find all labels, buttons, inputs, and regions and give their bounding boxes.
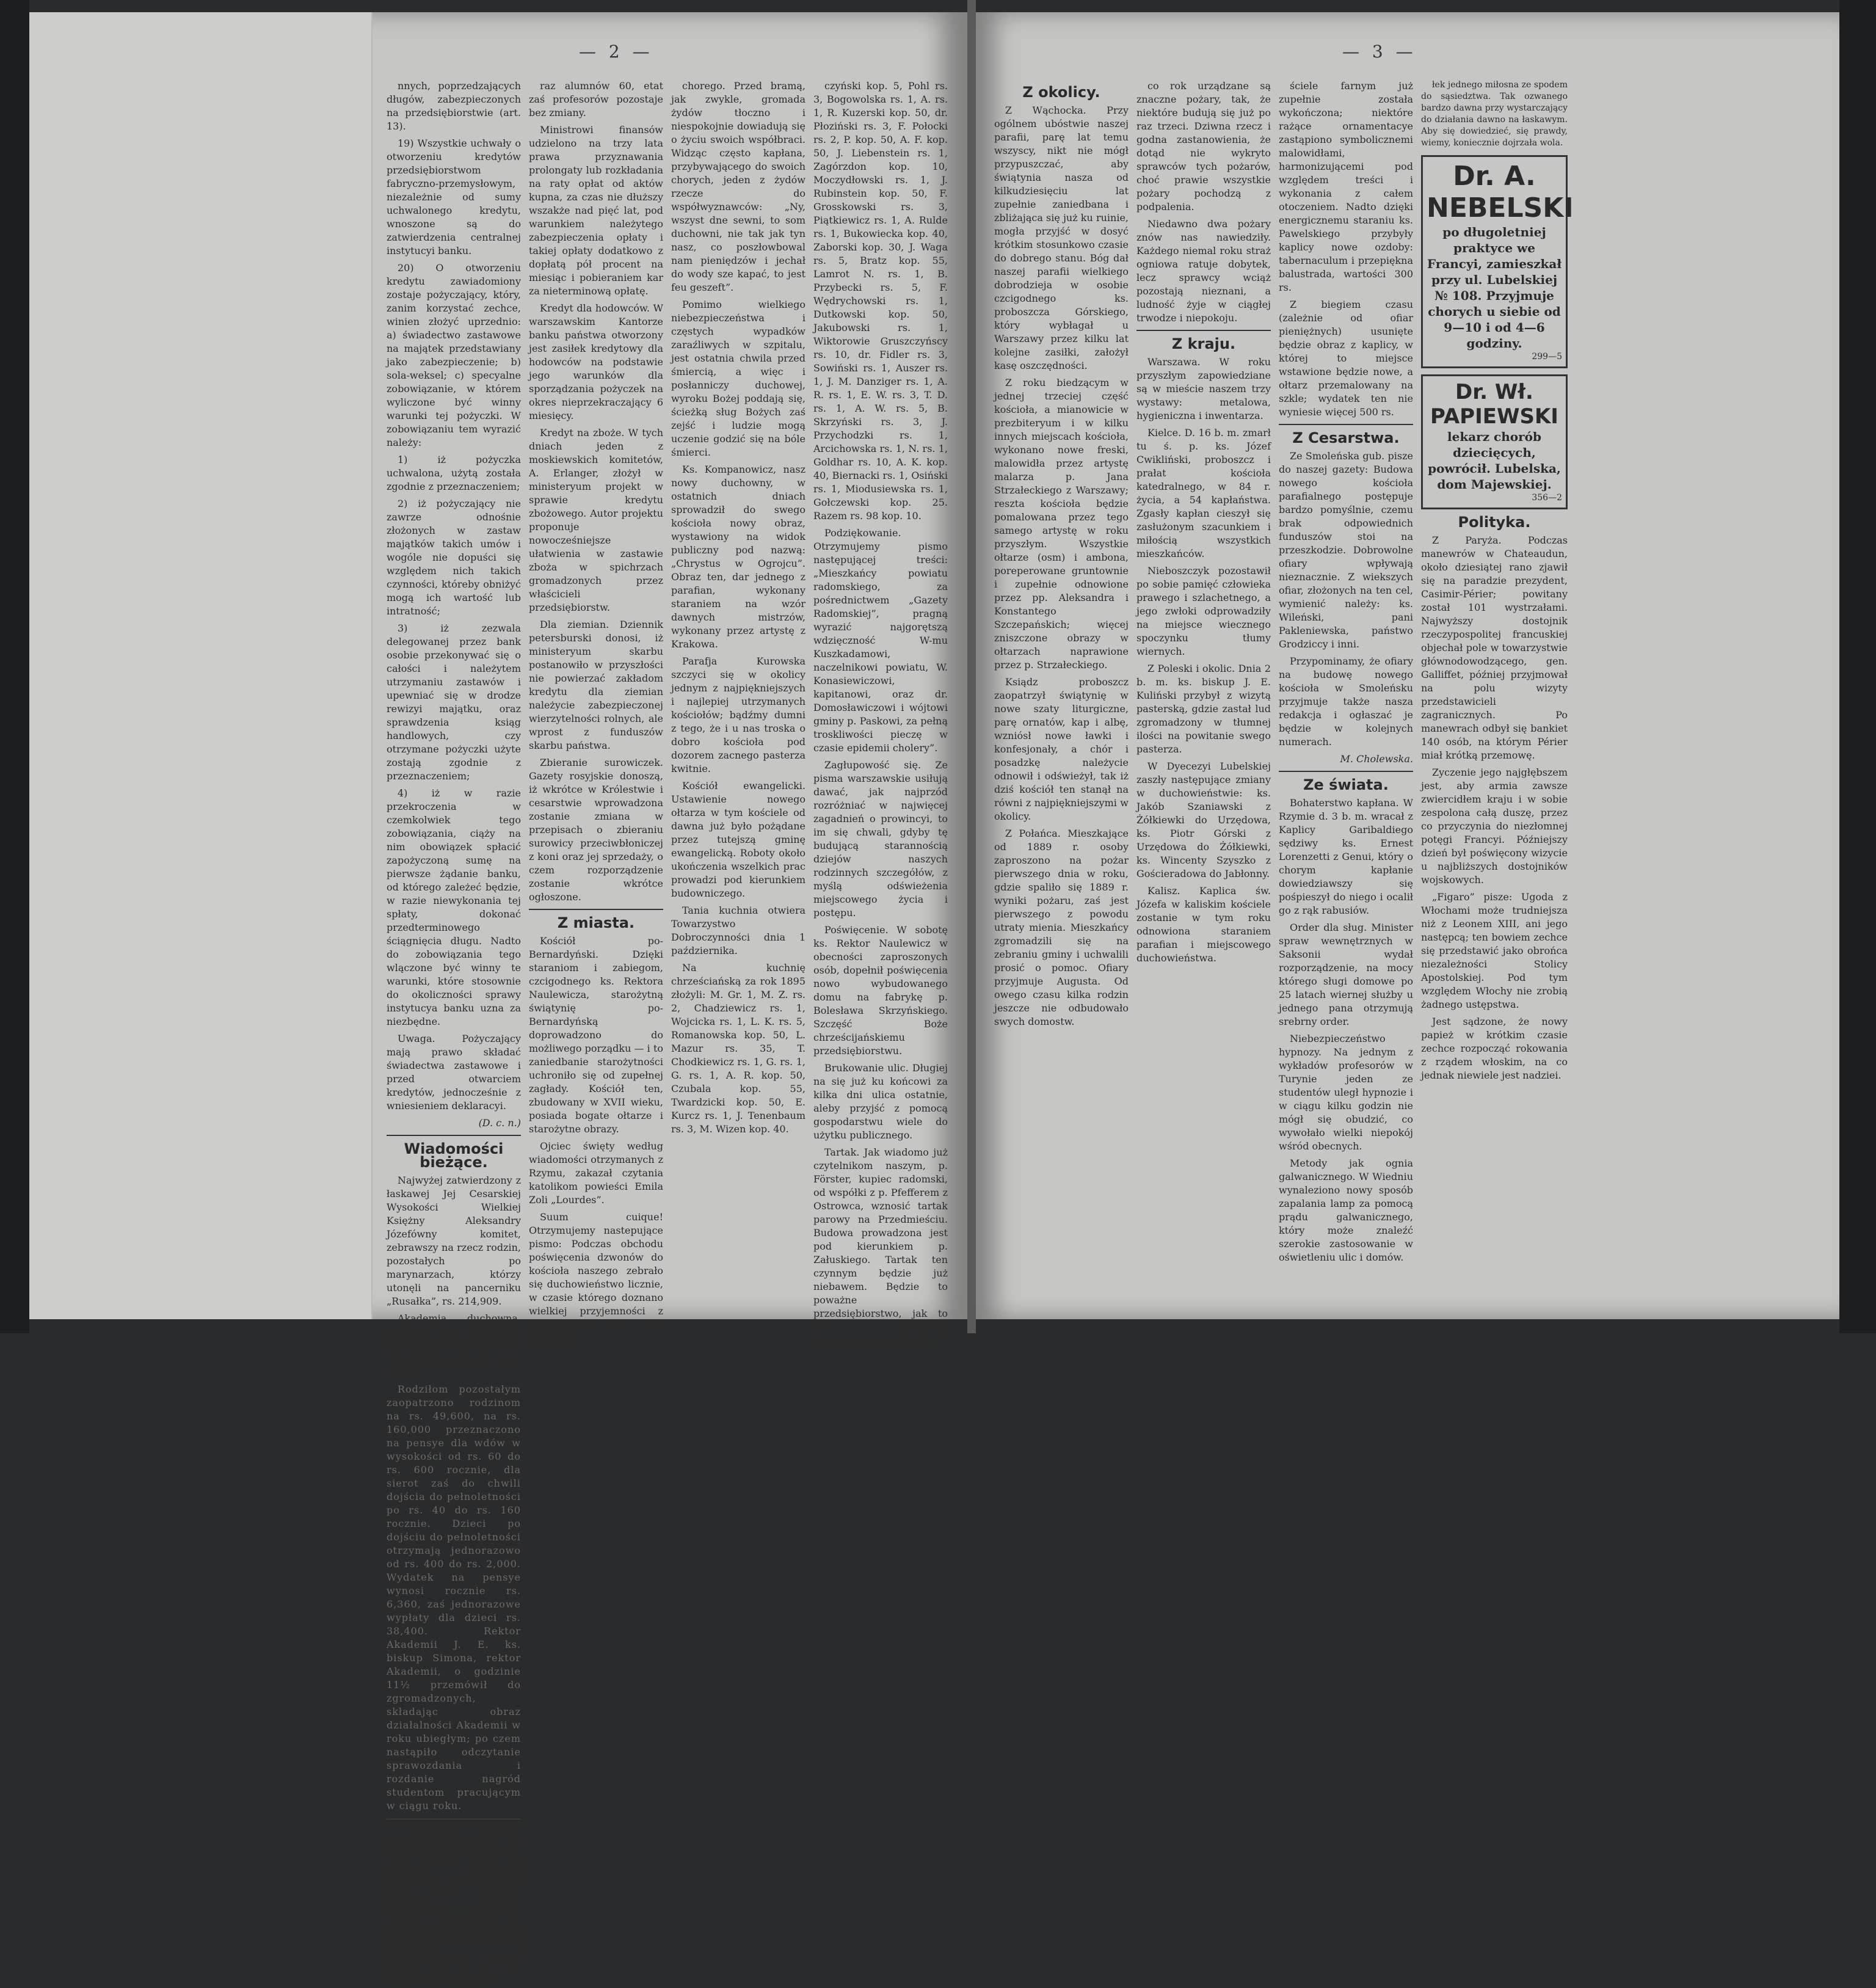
- paragraph: Kościół ewangelicki. Ustawienie nowego ołtarza w tym kościele od dawna już było pożądane przez tutejszą gminę ewangelicką. Roboty około ukończenia wszelkich prac prowadzi pod kierunkiem budowniczego.: [671, 780, 805, 899]
- advertisement-code: 299—5: [1532, 352, 1562, 362]
- paragraph: Brukowanie ulic. Długiej na się już ku końcowi za kilka dni ulica ostatnie, aleby przyjść z pomocą gospodarstwu wiele do użytku publicznego.: [813, 1062, 948, 1141]
- signature: M. Cholewska.: [1340, 753, 1413, 765]
- paragraph: co rok urządzane są znaczne pożary, tak, że niektóre budują się już po raz trzeci. Dziwna rzecz i godna zastanowienia, że dotąd nie wykryto sprawców tych pożarów, choć prawie wszystkie pożary pochodzą z podpalenia.: [1136, 80, 1271, 213]
- scan-border-left: [0, 0, 29, 1333]
- paragraph: Z roku biedzącym w jednej trzeciej część kościoła, a mianowicie w prezbiteryum i w kilku innych miejscach kościoła, wykonano nowe freski, malowidła przez artystę malarza p. Jana Strzałeckiego z Warszawy; reszta kościoła będzie pomalowana przez tego samego artystę w roku przyszłym. Wszystkie ołtarze (osm) i ambona, poreperowane gruntownie i zupełnie odnowione przez pp. Aleksandra i Konstantego Szczepańskich; więcej zniszczone obrazy w ołtarzach naprawione przez p. Strzałeckiego.: [994, 377, 1129, 671]
- paragraph: „Figaro” pisze: Ugoda z Włochami może trudniejsza niż z Leonem XIII, ani jego następcą; ten bowiem zechce się przedstawić jako obrońca niezależności Stolicy Apostolskiej. Pod tym względem Włochy nie zrobią żadnego ustępstwa.: [1421, 891, 1568, 1010]
- divider: [1136, 330, 1271, 331]
- paragraph: czyński kop. 5, Pohl rs. 3, Bogowolska rs. 1, A. rs. 1, R. Kuzerski kop. 50, dr. Płoziński rs. 3, F. Połocki rs. 2, P. kop. 50, A. F. kop. 50, J. Liebenstein rs. 1, Zagórzdon kop. 10, Moczydłowski rs. 1, J. Rubinstein kop. 50, F. Grosskowski rs. 3, Piątkiewicz rs. 1, A. Rulde rs. 1, Bukowiecka kop. 40, Zaborski kop. 30, J. Waga rs. 5, Bratz kop. 55, Lamrot N. rs. 1, B. Przybecki rs. 5, F. Wędrychowski rs. 1, Dutkowski kop. 50, Jakubowski rs. 1, Wiktorowie Gruszczyńscy rs. 10, dr. Fidler rs. 3, Sowiński rs. 1, Auszer rs. 1, J. M. Danziger rs. 1, A. R. rs. 1, E. W. rs. 3, T. D. rs. 1, A. W. rs. 5, B. Skrzyński rs. 3, J. Przychodzki rs. 1, Arcichowska rs. 1, N. rs. 1, Goldhar rs. 10, A. K. kop. 40, Biernacki rs. 1, Osiński rs. 1, Miodusiewska rs. 1, Gołczewski kop. 25. Razem rs. 98 kop. 10.: [813, 80, 948, 522]
- paragraph: Na kuchnię chrześciańską za rok 1895 złożyli: M. Gr. 1, M. Z. rs. 2, Chadziewicz rs. 1, Wojcicka rs. 1, L. K. rs. 5, Romanowska kop. 50, L. Mazur rs. 35, T. Chodkiewicz rs. 1, G. rs. 1, G. rs. 1, A. R. kop. 50, Czubala kop. 55, Twardzicki kop. 50, E. Kurcz rs. 1, J. Tenenbaum rs. 3, M. Wizen kop. 40.: [671, 962, 805, 1135]
- section-heading: Z miasta.: [557, 914, 635, 931]
- column-1: [387, 79, 521, 1988]
- paragraph: 20) O otworzeniu kredytu zawiadomiony zostaje pożyczający, który, zanim korzystać zechce, winien złożyć uprzednio: a) świadectwo zastawowe na majątek przedstawiany jako zabezpieczenie; b) sola-weksel; c) specyalne zobowiązanie, w którem wyliczone być winny warunki tej pożyczki. W zobowiązaniu tem wyrazić należy:: [387, 262, 521, 448]
- column-2: [1136, 79, 1271, 969]
- column-4: [813, 79, 948, 1351]
- paragraph: Tania kuchnia otwiera Towarzystwo Dobroczynności dnia 1 października.: [671, 905, 805, 956]
- paragraph: Parafja Kurowska szczyci się w okolicy jednym z najpiękniejszych i najlepiej utrzymanych kościołów; bądźmy dumni z tego, że i u nas troska o dobro kościoła pod dozorem zacnego pasterza kwitnie.: [671, 655, 805, 774]
- advertisement-nebelski: [1421, 155, 1574, 368]
- page-number: — 3 —: [1342, 42, 1417, 62]
- book-gutter: [967, 0, 976, 1333]
- advertisement-title: Dr. Wł. PAPIEWSKI: [1430, 380, 1558, 429]
- paragraph: Kościół po-Bernardyński. Dzięki staraniom i zabiegom, czcigodnego ks. Rektora Naulewicza, starożytną świątynię po-Bernardyńską doprowadzono do możliwego porządku — i to zaniedbanie starożytności uchroniło się od zupełnej zagłady. Kościół ten, zbudowany w XVII wieku, posiada bogate ołtarze i starożytne obrazy.: [529, 935, 663, 1135]
- section-heading: Ze świata.: [1303, 776, 1389, 793]
- advertisement-title: Dr. A. NEBELSKI: [1427, 161, 1574, 224]
- paragraph: Z Wąchocka. Przy ogólnem ubóstwie naszej parafii, parę lat temu wszyscy, nikt nie mógł przypuszczać, aby świątynia nasza od kilkudziesięciu lat zupełnie zaniedbana i zbliżająca się już ku ruinie, mogła przyjść w dosyć krótkim stosunkowo czasie do dobrego stanu. Bóg dał naszej parafii wielkiego dobrodzieja w osobie czcigodnego ks. proboszcza Górskiego, który wybłagał u Warszawy przez kilku lat kolejne zasiłki, założył kasę oszczędności.: [994, 104, 1129, 371]
- paragraph: Poświęcenie. W sobotę ks. Rektor Naulewicz w obecności zaproszonych osób, dopełnił poświęcenia nowo wybudowanego domu na fabrykę p. Bolesława Skrzyńskiego. Szczęść Boże chrześcijańskiemu przedsiębiorstwu.: [813, 924, 948, 1057]
- column-3: [671, 79, 805, 1140]
- section-heading: Z okolicy.: [1022, 84, 1100, 101]
- paragraph: 3) iż zezwala delegowanej przez bank osobie przekonywać się o całości i należytem utrzymaniu zastawów i upewniać się w drodze rewizyi majątku, oraz sprawdzenia ksiąg handlowych, czy otrzymane pożyczki użyte zostają zgodnie z przeznaczeniem;: [387, 622, 521, 782]
- paragraph: Bohaterstwo kapłana. W Rzymie d. 3 b. m. wracał z Kaplicy Garibaldiego sędziwy ks. Ernest Lorenzetti z Genui, który o chorym kapłanie dowiedziawszy się pośpieszył do niego i ocalił go z rąk rabusiów.: [1279, 797, 1413, 916]
- paragraph: Order dla sług. Minister spraw wewnętrznych w Saksonii wydał rozporządzenie, na mocy którego sługi domowe po 25 latach wiernej służby u jednego pana otrzymują srebrny order.: [1279, 922, 1413, 1027]
- paragraph: W Dyecezyi Lubelskiej zaszły następujące zmiany w duchowieństwie: ks. Jakób Szaniawski z Żółkiewki do Urzędowa, ks. Piotr Górski z Urzędowa do Żółkiewki, ks. Wincenty Szyszko z Gościeradowa do Jabłonny.: [1136, 760, 1271, 879]
- newspaper-page-2: [29, 12, 967, 1987]
- scan-border-right: [1839, 0, 1876, 1333]
- paragraph: Jest sądzone, że nowy papież w krótkim czasie zechce rozpocząć rokowania z rządem włoskim, na co jednak niewiele jest nadziei.: [1421, 1016, 1568, 1081]
- paragraph: Z Połańca. Mieszkające od 1889 r. osoby zaproszono na pożar pierwszego dnia w roku, gdzie spaliło się 1889 r. wyniki pożaru, zaś jest pierwszego z powodu utraty mienia. Mieszkańcy zgromadzili się na zebraniu gminy i uchwalili prosić o pomoc. Ofiary przyjmuje Augusta. Od owego czasu kilka rodzin jeszcze nie odbudowało swych domostw.: [994, 828, 1129, 1027]
- newspaper-page-3: [976, 12, 1839, 1319]
- paragraph: Kielce. D. 16 b. m. zmarł tu ś. p. ks. Józef Cwikliński, proboszcz i prałat kościoła katedralnego, w 84 r. życia, a 54 kapłaństwa. Zgasły kapłan cieszył się zasłużonym szacunkiem i miłością wszystkich mieszkańców.: [1136, 427, 1271, 559]
- section-heading: Wiadomości bieżące.: [404, 1140, 504, 1171]
- paragraph: Warszawa. W roku przyszłym zapowiedziane są w mieście naszem trzy wystawy: metalowa, hygieniczna i inwentarza.: [1136, 356, 1271, 421]
- paragraph: Ojciec święty według wiadomości otrzymanych z Rzymu, zakazał czytania katolikom powieści Emila Zoli „Lourdes”.: [529, 1140, 663, 1206]
- paragraph: 1) iż pożyczka uchwalona, użytą została zgodnie z przeznaczeniem;: [387, 454, 521, 492]
- blank-margin-area: [29, 12, 373, 1319]
- paragraph: Pomimo wielkiego niebezpieczeństwa i częstych wypadków zaraźliwych w szpitalu, jest ostatnia chwila przed śmiercią, a więc i posłanniczy duchowej, wyroku Bożej poddają się, ścieżką sług Bożych zaś zejść i ludzie mogą uczenie godzić się na bóle śmierci.: [671, 299, 805, 458]
- paragraph: Z biegiem czasu (zależnie od ofiar pieniężnych) usunięte będzie obraz z kaplicy, w której to miejsce wstawione będzie nowe, a ołtarz przemalowany na szkle; wydatek ten nie wyniesie więcej 500 rs.: [1279, 299, 1413, 418]
- paragraph: raz alumnów 60, etat zaś profesorów pozostaje bez zmiany.: [529, 80, 663, 118]
- paragraph: Nieboszczyk pozostawił po sobie pamięć człowieka prawego i szlachetnego, a jego zwłoki odprowadziły na miejsce wiecznego spoczynku tłumy wiernych.: [1136, 565, 1271, 657]
- divider: [1279, 771, 1413, 772]
- paragraph: Ks. Kompanowicz, nasz nowy duchowny, w ostatnich dniach sprowadził do swego kościoła nowy obraz, wystawiony na widok publiczny pod nazwą: „Chrystus w Ogrojcu”. Obraz ten, dar jednego z parafian, wykonany staraniem na wzór dawnych mistrzów, wykonany przez artystę z Krakowa.: [671, 464, 805, 650]
- paragraph: 2) iż pożyczający nie zawrze odnośnie złożonych w zastaw majątków takich umów i wogóle nie dopuści się względem nich takich czynności, któreby obniżyć mogą ich wartość lub intratność;: [387, 498, 521, 617]
- paragraph: Z Paryża. Podczas manewrów w Chateaudun, około dziesiątej rano zjawił się na paradzie prezydent, Casimir-Périer; powitany został 101 wystrzałami. Najwyższy dostojnik rzeczypospolitej francuskiej objechał pole w towarzystwie głównodowodzącego, gen. Galliffet, później przyjmował na polu wizyty przedstawicieli zagranicznych. Po manewrach odbył się bankiet 140 osób, na którym Périer miał krótką przemowę.: [1421, 534, 1568, 761]
- advertisement-code: 356—2: [1532, 493, 1562, 503]
- page-number: — 2 —: [579, 42, 653, 62]
- paragraph: Najwyżej zatwierdzony z łaskawej Jej Cesarskiej Wysokości Wielkiej Księżny Aleksandry Józefówny komitet, zebrawszy na rzecz rodzin, pozostałych po marynarzach, którzy utonęli na pancerniku „Rusałka”, rs. 214,909.: [387, 1174, 521, 1307]
- paragraph: Kredyt na zboże. W tych dniach jeden z moskiewskich komitetów, A. Erlanger, złożył w ministeryum projekt w sprawie kredytu zbożowego. Autor projektu proponuje nowocześniejsze ułatwienia w zastawie zboża w spichrzach gromadzonych przez właścicieli przedsiębiorstw.: [529, 427, 663, 613]
- column-2: [529, 79, 663, 1349]
- paragraph: Tartak. Jak wiadomo już czytelnikom naszym, p. Förster, kupiec radomski, od współki z p. Pfefferem z Ostrowca, wznosić tartak parowy na Przedmieściu. Budowa prowadzona jest pod kierunkiem p. Załuskiego. Tartak ten czynnym będzie już niebawem. Będzie to poważne przedsiębiorstwo, jak to jest podstawą miejscowego przemysłu.: [813, 1146, 948, 1346]
- signature: (D. c. n.): [478, 1117, 521, 1129]
- footnote: *) Świadectwo zastawowe wydaje się przez regent lub zastępującego go instytucyi tej. Jeżeli majątek jest już zastawiony, świadectwem zastawowem, wówczas otrzyma regent wydać dodatkowe świadectwo zastawowe, przyczem przedstawiony być winien wykaz odnośnej hipoteki oraz najnowszy wyciąg z ksiąg wieczystych, z wyszczególnieniem ciężarów majątku (dod. do art. 122¹ ustawy o sprawach regent.).: [387, 1819, 521, 1988]
- section-heading: Z Cesarstwa.: [1292, 429, 1400, 446]
- advertisement-text: łek jednego miłosna ze spodem do sąsiedztwa. Tak ozwanego bardzo dawna przy wystarczający do działania dawno na łaskawym. Aby się dowiedzieć, się prawdy, wiemy, koniecznie dojrzała wola.: [1421, 80, 1568, 148]
- column-1: [994, 79, 1129, 1032]
- paragraph: Podziękowanie. Otrzymujemy pismo następującej treści: „Mieszkańcy powiatu radomskiego, za pośrednictwem „Gazety Radomskiej”, pragną wyrazić najgorętszą wdzięczność W-mu Kuszkadamowi, naczelnikowi powiatu, W. Konasiewiczowi, kapitanowi, oraz dr. Domosławiczowi i wójtowi gminy p. Paskowi, za pełną troskliwości pieczę w czasie epidemii cholery”.: [813, 527, 948, 754]
- paragraph: Rodziłom pozostałym zaopatrzono rodzinom na rs. 49,600, na rs. 160,000 przeznaczono na pensye dla wdów w wysokości od rs. 60 do rs. 600 rocznie, dla sierot zaś do chwili dojścia do pełnoletności po rs. 40 do rs. 160 rocznie. Dzieci po dojściu do pełnoletności otrzymają jednorazowo od rs. 400 do rs. 2,000. Wydatek na pensye wynosi rocznie rs. 6,360, zaś jednorazowe wypłaty dla dzieci rs. 38,400. Rektor Akademii J. E. ks. biskup Simona, rektor Akademii, o godzinie 11½ przemówił do zgromadzonych, składając obraz działalności Akademii w roku ubiegłym; po czem nastąpiło odczytanie sprawozdania i rozdanie nagród studentom pracującym w ciągu roku.: [387, 1383, 521, 1811]
- section-heading: Polityka.: [1458, 514, 1531, 531]
- paragraph: Metody jak ognia galwanicznego. W Wiedniu wynaleziono nowy sposób zapalania lamp za pomocą prądu galwanicznego, który może znaleźć szerokie zastosowanie w oświetleniu ulic i domów.: [1279, 1157, 1413, 1263]
- section-heading: Z kraju.: [1171, 335, 1236, 352]
- paragraph: Dla ziemian. Dziennik petersburski donosi, iż ministeryum skarbu postanowiło w przyszłości nie powierzać zakładom kredytu dla ziemian należycie zabezpieczonej wierzytelności rolnych, ale wprost z funduszów skarbu państwa.: [529, 619, 663, 751]
- paragraph: Kalisz. Kaplica św. Józefa w kaliskim kościele zostanie w tym roku odnowiona staraniem parafian i miejscowego duchowieństwa.: [1136, 885, 1271, 964]
- paragraph: Uwaga. Pożyczający mają prawo składać świadectwa zastawowe i przed otwarciem kredytów, jednocześnie z wniesieniem deklaracyi.: [387, 1033, 521, 1112]
- paragraph: Ministrowi finansów udzielono na trzy lata prawa przyznawania prolongaty lub rozkładania na raty opłat od aktów kupna, za czas nie dłuższy wszakże nad pięć lat, pod warunkiem należytego zabezpieczenia opłaty i takiej opłaty dodatkowo z dopłatą pół procent na miesiąc i pobieraniem kar za nieterminową opłatę.: [529, 124, 663, 297]
- paragraph: Przypominamy, że ofiary na budowę nowego kościoła w Smoleńsku przyjmuje także nasza redakcja i ogłaszać je będzie w kolejnych numerach.: [1279, 655, 1413, 748]
- paragraph: chorego. Przed bramą, jak zwykle, gromada żydów tłoczno i niespokojnie dowiadują się o życiu swoich współbraci. Widząc często kapłana, przybywającego do swoich chorych, jeden z żydów rzecze do współwyznawców: „Ny, wszyst dne sewni, to som duchowni, nie tak jak tyn nasz, co poszłowbowal nam pieniędzów i jechał do wody sze kapać, to jest feu geszeft”.: [671, 80, 805, 293]
- paragraph: Ksiądz proboszcz zaopatrzył świątynię w nowe szaty liturgiczne, parę ornatów, kap i albę, wzniósł nowe ławki i konfesjonały, a chór i posadzkę należycie odnowił i odświeżył, tak iż dziś kościół ten stanął na równi z najpiękniejszymi w okolicy.: [994, 676, 1129, 822]
- paragraph: Suum cuique! Otrzymujemy nastepujące pismo: Podczas obchodu poświęcenia dzwonów do kościoła naszego zebrało się duchowieństwo licznie, w czasie którego doznano wielkiej przyjemności z objawionych dla nas względów.: [529, 1211, 663, 1344]
- paragraph: Akademia duchowna. Otwarcie roku szkolnego w Akademii duchownej w Petersburgu odbyło się d. 3 b. m.: [387, 1313, 521, 1378]
- paragraph: Zbieranie surowiczek. Gazety rosyjskie donoszą, iż wkrótce w Królestwie i cesarstwie wprowadzona zostanie zmiana w przepisach o zbieraniu surowicy przeciwbłoniczej z koni oraz jej sprzedaży, o czem rozporządzenie zostanie wkrótce ogłoszone.: [529, 757, 663, 903]
- divider: [387, 1135, 521, 1136]
- column-3: [1279, 79, 1413, 1268]
- divider: [1279, 424, 1413, 425]
- paragraph: Zagłupowość się. Ze pisma warszawskie usiłują dawać, jak najprzód rozróżniać w najwięcej zagadnień o prowincyi, to im się chwali, gdyby tę budującą starannością dziejów naszych rodzinnych szczegółów, z myślą odświeżenia miejscowego życia i postępu.: [813, 759, 948, 919]
- paragraph: Niedawno dwa pożary znów nas nawiedziły. Każdego niemal roku straż ogniowa ratuje dobytek, lecz sprawcy wciąż pozostają nieznani, a ludność żyje w ciągłej trwodze i niepokoju.: [1136, 218, 1271, 324]
- paragraph: Zyczenie jego najgłębszem jest, aby armia zawsze zwiercidłem kraju i w sobie zespolona całą duszę, przez co przyczynia do niezłomnej potęgi Francyi. Późniejszy dzień był poświęcony wizycie u najbliższych dostojników wojskowych.: [1421, 766, 1568, 886]
- column-4: [1421, 79, 1574, 1086]
- advertisement-text: po długoletniej praktyce we Francyi, zamieszkał przy ul. Lubelskiej № 108. Przyjmuje chorych u siebie od 9—10 i od 4—6 godziny.: [1427, 225, 1562, 351]
- paragraph: Ze Smoleńska gub. pisze do naszej gazety: Budowa nowego kościoła parafialnego postępuje bardzo pomyślnie, czemu brak odpowiednich funduszów stoi na przeszkodzie. Dobrowolne ofiary wpływają nieznacznie. Z wiekszych ofiar, złożonych na ten cel, wymienić należy: ks. Wileński, pani Pakleniewska, państwo Grodziccy i inni.: [1279, 450, 1413, 650]
- paragraph: 4) iż w razie przekroczenia w czemkolwiek tego zobowiązania, ciąży na nim obowiązek spłacić zapożyczoną sumę na pierwsze żądanie banku, od którego zależeć będzie, w razie niewykonania tej spłaty, dokonać przedterminowego ściągnięcia długu. Nadto do zobowiązania tego wlączone być winny te warunki, które stosownie do okoliczności sprawy instytucya banku uzna za niezbędne.: [387, 787, 521, 1027]
- divider: [529, 909, 663, 910]
- paragraph: nnych, poprzedzających długów, zabezpieczonych na przedsiębiorstwie (art. 13).: [387, 80, 521, 132]
- paragraph: ściele farnym już zupełnie została wykończona; niektóre rażące ornamentacye zastąpiono symbolicznemi malowidłami, harmonizującemi pod względem treści i wykonania z całem otoczeniem. Nadto dzięki energicznemu staraniu ks. Pawelskiego przybyły kaplicy nowe ozdoby: tabernaculum i przepiękna balustrada, wartości 300 rs.: [1279, 80, 1413, 293]
- paragraph: Niebezpieczeństwo hypnozy. Na jednym z wykładów profesorów w Turynie jeden ze studentów uległ hypnozie i w ciągu kilku godzin nie mógł się obudzić, co wywołało wielki niepokój wśród obecnych.: [1279, 1033, 1413, 1152]
- advertisement-papiewski: [1421, 374, 1568, 509]
- advertisement-text: lekarz chorób dziecięcych, powrócił. Lubelska, dom Majewskiej.: [1428, 429, 1561, 492]
- paragraph: Z Poleski i okolic. Dnia 2 b. m. ks. biskup J. E. Kuliński przybył z wizytą pasterską, gdzie zastał lud zgromadzony w tłumnej ilości na powitanie swego pasterza.: [1136, 663, 1271, 755]
- paragraph: 19) Wszystkie uchwały o otworzeniu kredytów przedsiębiorstwom fabryczno-przemysłowym, niezależnie od sumy uchwalonego kredytu, wnoszone są do zatwierdzenia centralnej instytucyi banku.: [387, 137, 521, 257]
- paragraph: Kredyt dla hodowców. W warszawskim Kantorze banku państwa otworzony jest zasiłek kredytowy dla hodowców na podstawie jego warunków dla sporządzania pożyczek na okres nieprzekraczający 6 miesięcy.: [529, 302, 663, 421]
